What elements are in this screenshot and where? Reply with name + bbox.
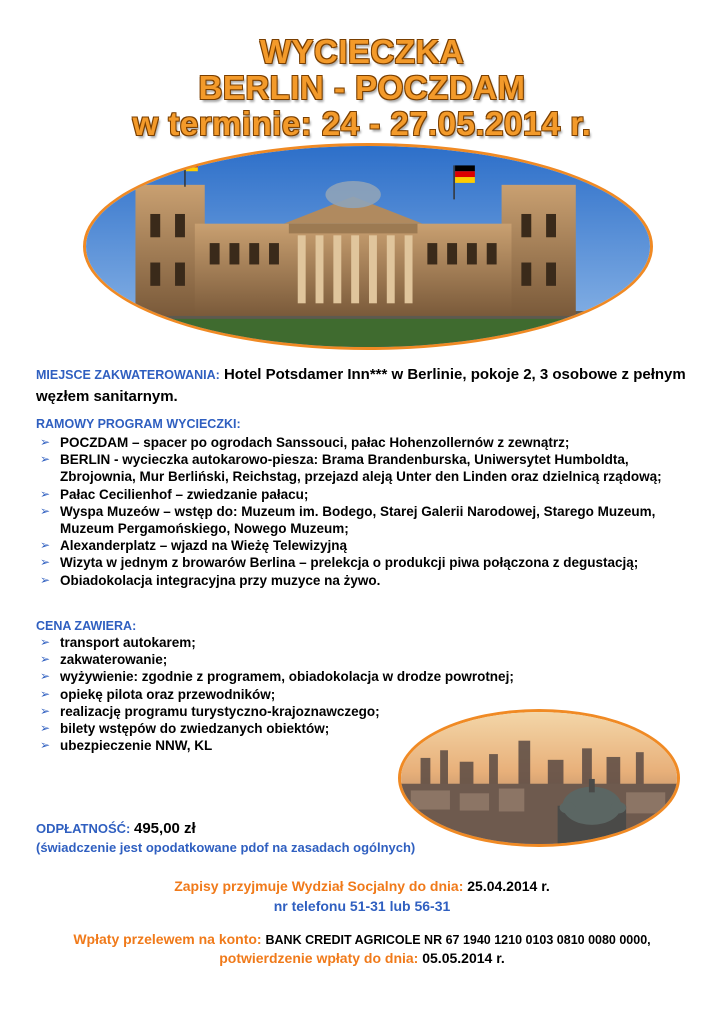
title-line-2: BERLIN - POCZDAM bbox=[198, 69, 526, 106]
arrow-bullet-icon: ➢ bbox=[40, 452, 51, 467]
title-line-3: w terminie: 24 - 27.05.2014 r. bbox=[132, 105, 592, 142]
arrow-bullet-icon: ➢ bbox=[40, 703, 51, 718]
payment-text: Wpłaty przelewem na konto: bbox=[73, 931, 262, 947]
arrow-bullet-icon: ➢ bbox=[40, 669, 51, 684]
reichstag-photo bbox=[83, 143, 653, 350]
payment-confirm-date: 05.05.2014 r. bbox=[422, 950, 505, 966]
payment-confirm-line bbox=[0, 949, 724, 968]
arrow-bullet-icon: ➢ bbox=[40, 572, 51, 587]
list-item: ➢ Wizyta w jednym z browarów Berlina – prelekcja o produkcji piwa połączona z degustacją; bbox=[40, 555, 639, 571]
fee-label: ODPŁATNOŚĆ: bbox=[36, 821, 131, 836]
list-item: ➢ zakwaterowanie; bbox=[40, 652, 168, 668]
registration-phone: nr telefonu 51-31 lub 56-31 bbox=[273, 898, 451, 914]
registration-text: Zapisy przyjmuje Wydział Socjalny do dnia: bbox=[174, 878, 464, 894]
list-item: ➢ Pałac Cecilienhof – zwiedzanie pałacu; bbox=[40, 486, 309, 502]
list-item: ➢ ubezpieczenie NNW, KL bbox=[40, 738, 213, 754]
accommodation-section bbox=[36, 364, 686, 407]
arrow-bullet-icon: ➢ bbox=[40, 652, 51, 667]
arrow-bullet-icon: ➢ bbox=[40, 686, 51, 701]
program-list bbox=[36, 434, 696, 589]
fee-value: 495,00 zł bbox=[134, 820, 196, 837]
list-item: ➢ BERLIN - wycieczka autokarowo-piesza: Brama Brandenburska, Uniwersytet Humboldta, Zbrojownia, Mur Berliński, Reichstag, przejazd aleją Unter den Linden oraz dzielnicą rządową; bbox=[40, 452, 662, 485]
list-item: ➢ transport autokarem; bbox=[40, 635, 196, 650]
list-item: ➢ POCZDAM – spacer po ogrodach Sanssouci, pałac Hohenzollernów z zewnątrz; bbox=[40, 435, 570, 450]
fee-note: (świadczenie jest opodatkowane pdof na zasadach ogólnych) bbox=[36, 840, 416, 855]
fee-line bbox=[36, 820, 196, 837]
list-item: ➢ Wyspa Muzeów – wstęp do: Muzeum im. Bodego, Starej Galerii Narodowej, Starego Muzeum, Muzeum Pergamońskiego, Nowego Muzeum; bbox=[40, 503, 656, 537]
arrow-bullet-icon: ➢ bbox=[40, 435, 51, 449]
list-item: ➢ Alexanderplatz – wjazd na Wieżę Telewizyjną bbox=[40, 538, 347, 554]
program-heading: RAMOWY PROGRAM WYCIECZKI: bbox=[36, 417, 241, 431]
accommodation-text: Hotel Potsdamer Inn*** w Berlinie, pokoje 2, 3 osobowe z pełnym węzłem sanitarnym. bbox=[36, 366, 686, 405]
list-item: ➢ bilety wstępów do zwiedzanych obiektów; bbox=[40, 721, 330, 737]
arrow-bullet-icon: ➢ bbox=[40, 635, 51, 649]
payment-confirm-text: potwierdzenie wpłaty do dnia: bbox=[219, 950, 419, 966]
registration-line bbox=[0, 877, 724, 896]
arrow-bullet-icon: ➢ bbox=[40, 555, 51, 570]
arrow-bullet-icon: ➢ bbox=[40, 538, 51, 553]
title-line-1: WYCIECZKA bbox=[259, 33, 465, 70]
arrow-bullet-icon: ➢ bbox=[40, 738, 51, 753]
registration-date: 25.04.2014 r. bbox=[467, 878, 550, 894]
payment-account: BANK CREDIT AGRICOLE NR 67 1940 1210 0103 0810 0080 0000, bbox=[265, 933, 651, 947]
includes-heading: CENA ZAWIERA: bbox=[36, 619, 137, 633]
arrow-bullet-icon: ➢ bbox=[40, 721, 51, 736]
arrow-bullet-icon: ➢ bbox=[40, 503, 51, 518]
arrow-bullet-icon: ➢ bbox=[40, 486, 51, 501]
list-item: ➢ Obiadokolacja integracyjna przy muzyce na żywo. bbox=[40, 572, 381, 588]
berlin-skyline-photo bbox=[398, 709, 680, 847]
list-item: ➢ wyżywienie: zgodnie z programem, obiadokolacja w drodze powrotnej; bbox=[40, 669, 514, 685]
list-item: ➢ opiekę pilota oraz przewodników; bbox=[40, 686, 276, 702]
list-item: ➢ realizację programu turystyczno-krajoznawczego; bbox=[40, 703, 380, 719]
includes-list bbox=[36, 634, 514, 754]
payment-line bbox=[0, 930, 724, 950]
accommodation-label: MIEJSCE ZAKWATEROWANIA: bbox=[36, 368, 220, 382]
